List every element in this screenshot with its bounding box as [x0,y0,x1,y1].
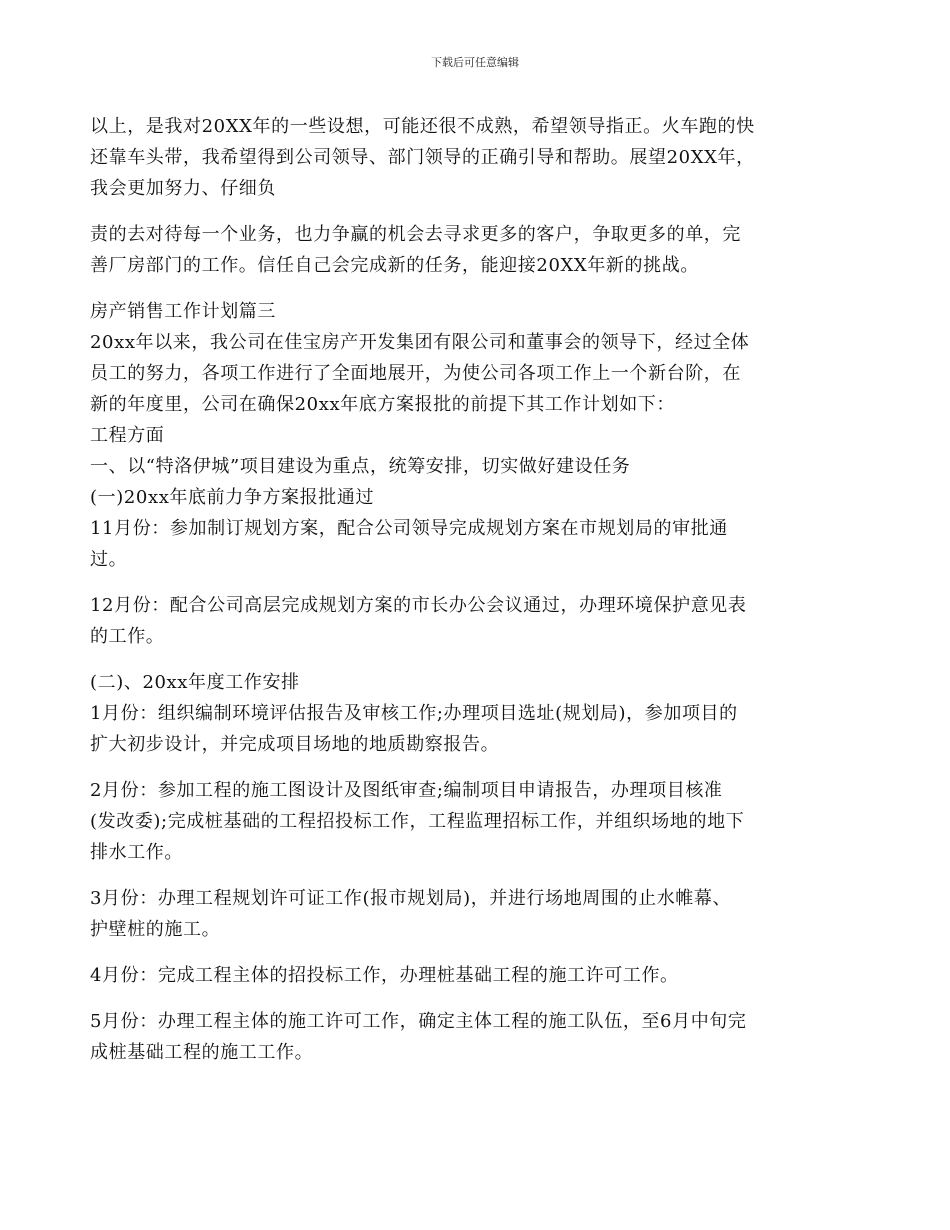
section-title: 房产销售工作计划篇三 [90,301,276,322]
paragraph-summary: 以上，是我对20XX年的一些设想，可能还很不成熟，希望领导指正。火车跑的快 还靠车头带，我希望得到公司领导、部门领导的正确引导和帮助。展望20XX年， 我会更加努力、仔细负 [90,116,755,199]
paragraph-march: 3月份：办理工程规划许可证工作(报市规划局)，并进行场地周围的止水帷幕、 护壁桩的施工。 [90,888,732,940]
paragraph-intro: 20xx年以来，我公司在佳宝房产开发集团有限公司和董事会的领导下，经过全体 员工的努力，各项工作进行了全面地展开，为使公司各项工作上一个新台阶，在 新的年度里，公司在确保20xx年底方案报批的前提下其工作计划如下： [90,332,750,415]
subsection-heading-engineering: 工程方面 [90,425,165,446]
paragraph-november: 11月份：参加制订规划方案，配合公司领导完成规划方案在市规划局的审批通 过。 [90,518,728,570]
paragraph-december: 12月份：配合公司高层完成规划方案的市长办公会议通过，办理环境保护意见表 的工作。 [90,595,747,647]
heading-subitem-two: (二)、20xx年度工作安排 [90,672,300,693]
page-header: 下载后可任意编辑 [431,56,519,69]
paragraph-january: 1月份：组织编制环境评估报告及审核工作;办理项目选址(规划局)，参加项目的 扩大初步设计，并完成项目场地的地质勘察报告。 [90,703,738,755]
paragraph-april: 4月份：完成工程主体的招投标工作，办理桩基础工程的施工许可工作。 [90,965,679,986]
heading-subitem-one: (一)20xx年底前力争方案报批通过 [90,487,375,508]
heading-item-one: 一、以“特洛伊城”项目建设为重点，统筹安排，切实做好建设任务 [90,456,631,477]
document-body [90,111,870,1068]
paragraph-february: 2月份：参加工程的施工图设计及图纸审查;编制项目申请报告，办理项目核准 (发改委);完成桩基础的工程招投标工作，工程监理招标工作，并组织场地的地下 排水工作。 [90,780,745,863]
paragraph-continuation: 责的去对待每一个业务，也力争赢的机会去寻求更多的客户，争取更多的单，完 善厂房部门的工作。信任自己会完成新的任务，能迎接20XX年新的挑战。 [90,224,741,276]
paragraph-may: 5月份：办理工程主体的施工许可工作，确定主体工程的施工队伍，至6月中旬完 成桩基础工程的施工工作。 [90,1011,747,1063]
